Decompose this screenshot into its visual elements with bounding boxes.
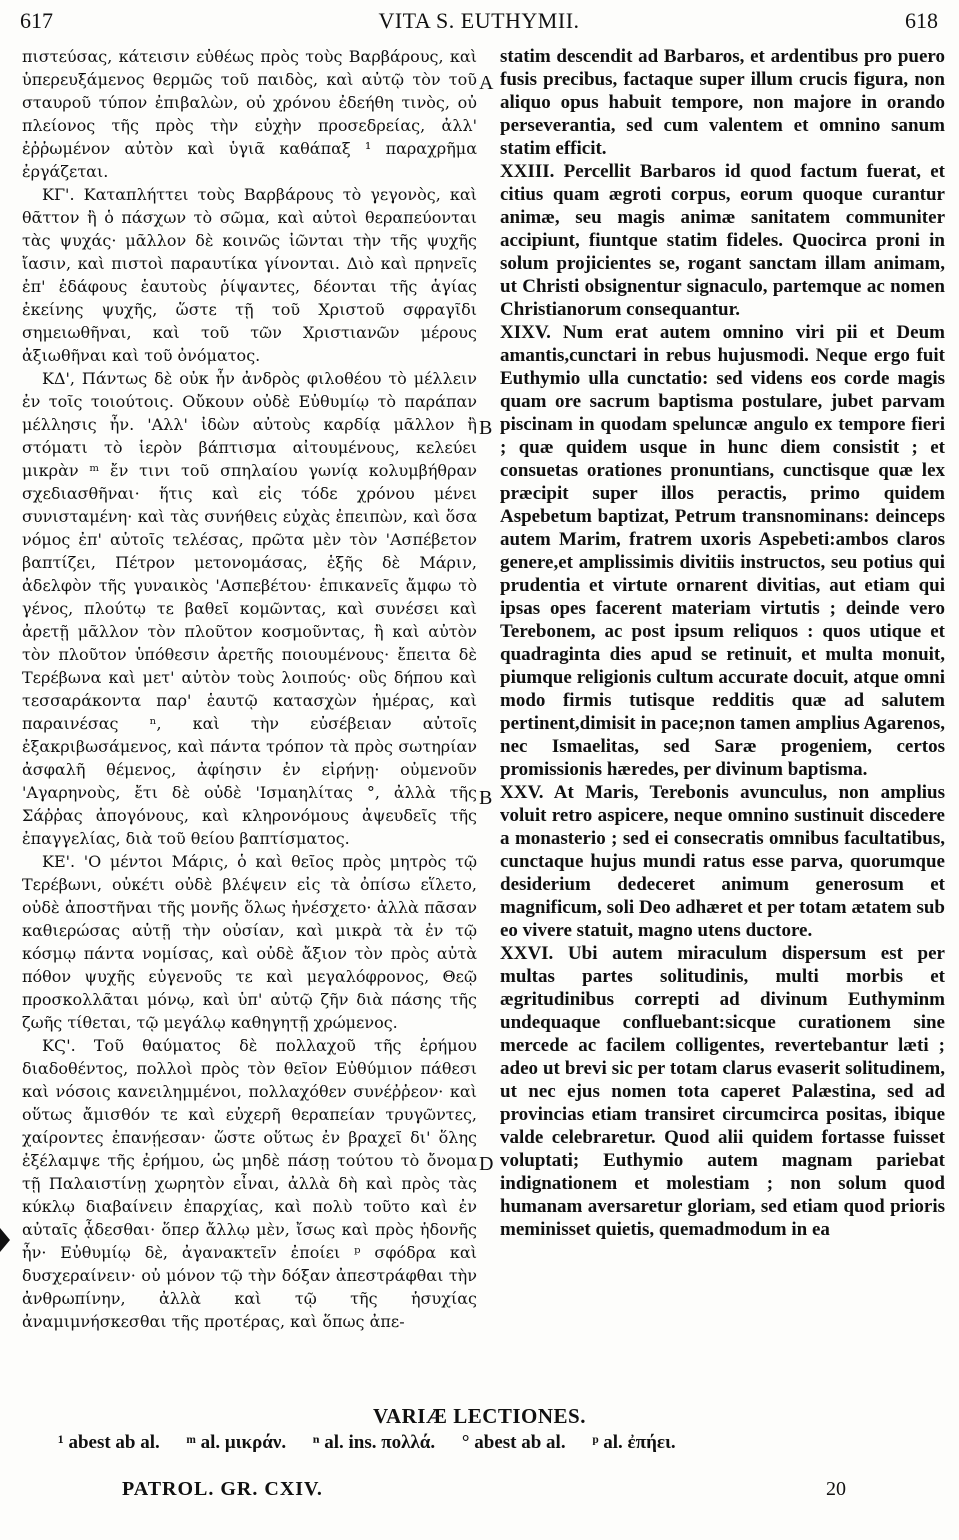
- greek-paragraph: ΚΔ', Πάντως δὲ οὐκ ἦν ἀνδρὸς φιλοθέου τὸ μέλλειν ἐν τοῖς τοιούτοις. Οὔκουν οὐδὲ Εὐθυμίῳ τὸ παράπαν μέλλησις ἦν. 'Αλλ' ἰδὼν αὐτοὺς καρδίᾳ μᾶλλον ἢ στόματι τὸ ἱερὸν βάπτισμα αἰτουμένους, κελεύει μικρὰν ᵐ ἔν τινι τοῦ σπηλαίου γωνίᾳ κολυμβήθραν σχεδιασθῆναι· ἥτις καὶ εἰς τόδε χρόνου μένει συνισταμένη· καὶ τὰς συνήθεις εὐχὰς ἐπειπὼν, καὶ ὅσα νόμος ἐπ' αὐτοῖς τελέσας, πρῶτα μὲν τὸν 'Ασπέβετον βαπτίζει, Πέτρον μετονομάσας, ἑξῆς δὲ Μάριν, ἀδελφὸν τῆς γυναικὸς 'Ασπεβέτου· ἐπικανεῖς ἄμφω τὸ γένος, πλούτῳ τε βαθεῖ κομῶντας, καὶ συνέσει καὶ ἀρετῇ μᾶλλον τὸν πλοῦτον κοσμοῦντας, ἢ καὶ αὐτὸν τὸν πλοῦτον ὑπόθεσιν ἀρετῆς ποιουμένους· ἔπειτα δὲ Τερέβωνα καὶ μετ' αὐτὸν τοὺς λοιπούς· οὓς δήπου καὶ τεσσαράκοντα παρ' ἑαυτῷ κατασχὼν ἡμέρας, καὶ παραινέσας ⁿ, καὶ τὴν εὐσέβειαν αὐτοῖς ἐξακριβωσάμενος, καὶ πάντα τρόπον τὰ πρὸς σωτηρίαν ἀσφαλῆ θέμενος, ἀφίησιν ἐν εἰρήνῃ· οὐμενοῦν 'Αγαρηνοὺς, ἔτι δὲ οὐδὲ 'Ισμαηλίτας °, ἀλλὰ τῆς Σάῤῥας ἀπογόνους, καὶ κληρονόμους ἀψευδεῖς τῆς ἐπαγγελίας, διὰ τοῦ θείου βαπτίσματος.: [22, 369, 477, 848]
- margin-arrow-mark: [0, 1228, 10, 1252]
- margin-letter: D: [479, 1153, 494, 1175]
- greek-paragraph: ΚΕ'. 'Ο μέντοι Μάρις, ὁ καὶ θεῖος πρὸς μητρὸς τῷ Τερέβωνι, οὐκέτι οὐδὲ βλέψειν εἰς τὰ ὀπίσω εἵλετο, οὐδὲ ἀποστῆναι τῆς μονῆς ὅλως ἠνέσχετο· ἀλλὰ πᾶσαν καθιερώσας αὐτῇ τὴν οὐσίαν, καὶ μικρὰ τὰ ἐν τῷ κόσμῳ πάντα νομίσας, καὶ οὐδὲ ἄξιον τὸν πρὸς αὐτὰ πόθον ψυχῆς εὐγενοῦς τε καὶ μεγαλόφρονος, Θεῷ προσκολλᾶται μόνῳ, καὶ ὑπ' αὐτῷ ζῆν διὰ πάσης τῆς ζωῆς τίθεται, τῷ μεγάλῳ καθηγητῇ χρώμενος.: [22, 852, 477, 1032]
- footnote: ¹ abest ab al.: [58, 1432, 160, 1453]
- signature-number: 20: [826, 1478, 846, 1500]
- greek-column: [22, 45, 477, 1333]
- footnote: ᵐ al. μικράν.: [186, 1432, 287, 1453]
- footnote: ⁿ al. ins. πολλά.: [312, 1432, 436, 1453]
- greek-paragraph: πιστεύσας, κάτεισιν εὐθέως πρὸς τοὺς Βαρβάρους, καὶ ὑπερευξάμενος θερμῶς τοῦ παιδὸς, καὶ αὐτῷ τὸν τοῦ σταυροῦ τύπον ἐπιβαλὼν, οὐ χρόνου ἐδεήθη τινὸς, οὐ πλείονος τῆς πρὸς τὴν εὐχὴν προσεδρείας, ἀλλ' ἐῤῥωμένον αὐτὸν καὶ ὑγιᾶ καθάπαξ ¹ παραχρῆμα ἐργάζεται.: [22, 47, 477, 181]
- page-header: [20, 8, 938, 44]
- series-reference: PATROL. GR. CXIV.: [122, 1478, 323, 1500]
- variae-lectiones-heading: VARIÆ LECTIONES.: [372, 1404, 586, 1428]
- margin-letter: A: [479, 72, 494, 94]
- latin-column: [500, 45, 945, 1241]
- footnotes: [58, 1432, 938, 1454]
- latin-paragraph: XXIII. Percellit Barbaros id quod factum fuerat, et citius quam ægroti corpus, eorum quoque curantur animæ, seu magis animæ sanitatem communiter accipiunt, fiuntque statim fideles. Quocirca proni in solum projicientes se, rogant sanctam illam animam, ut Christi obsignentur signaculo, partemque ac nomen Christianorum consequantur.: [500, 161, 945, 320]
- margin-letter: B: [479, 787, 493, 809]
- latin-paragraph: XIXV. Num erat autem omnino viri pii et Deum amantis,cunctari in rebus hujusmodi. Neque ergo fuit Euthymio ulla cunctatio: sed videns eos corde magis quam ore sacrum baptisma postulare, jubet parvam piscinam in quodam speluncæ angulo ex tempore fieri ; quæ quidem usque in hunc diem consistit ; et consuetas orationes pronuntians, cunctisque quæ lex præcipit super illos peractis, primo quidem Aspebetum baptizat, Petrum transnominans: deinceps autem Marim, fratrem uxoris Aspebeti:ambos claros genere,et amplissimis divitiis instructos, seu potius qui prudentia et virtute ornarent divitias, aut etiam qui ipsas opes facerent materiam virtutis ; deinde vero Terebonem, ac post ipsum reliquos : quos utique et quadraginta dies apud se retinuit, et multa monuit, piumque religionis cultum accurate docuit, atque omni modo firmis tutisque redditis quæ ad salutem pertinent,dimisit in pace;non tamen amplius Agarenos, nec Ismaelitas, sed Saræ progeniem, certos promissionis hæredes, per divinum baptisma.: [500, 322, 945, 780]
- margin-letter: B: [479, 417, 493, 439]
- greek-paragraph: ΚΓ'. Καταπλήττει τοὺς Βαρβάρους τὸ γεγονὸς, καὶ θᾶττον ἢ ὁ πάσχων τὸ σῶμα, καὶ αὐτοὶ θεραπεύονται τὰς ψυχάς· μᾶλλον δὲ κοινῶς ἰῶνται τὴν τῆς ψυχῆς ἴασιν, καὶ πιστοὶ παραυτίκα γίνονται. Διὸ καὶ πρηνεῖς ἐπ' ἐδάφους ἑαυτοὺς ῥίψαντες, δέονται τῆς ἁγίας ἐκείνης ψυχῆς, ὥστε τῇ τοῦ Χριστοῦ σφραγῖδι σημειωθῆναι, καὶ τοῦ τῶν Χριστιανῶν μέρους ἀξιωθῆναι καὶ τοῦ ὀνόματος.: [22, 185, 477, 365]
- latin-paragraph: statim descendit ad Barbaros, et ardentibus pro puero fusis precibus, factaque super illum crucis figura, non aliquo opus habuit tempore, non majore in orando perseverantia, sed cum valentem et omnino sanum statim efficit.: [500, 46, 945, 159]
- footnote: ᵖ al. ἐπήει.: [592, 1432, 676, 1453]
- running-title: VITA S. EUTHYMII.: [378, 8, 580, 33]
- latin-paragraph: XXV. At Maris, Terebonis avunculus, non amplius voluit retro aspicere, neque omnino sustinuit discedere a monasterio ; sed ei consecratis omnibus facultatibus, cunctaque hujus mundi ratus esse parva, quorumque desiderium dedeceret animum generosum et magnificum, soli Deo adhæret et per totam ætatem sub eo vivere statuit, magno utens ductore.: [500, 782, 945, 941]
- page-number-left: 617: [20, 8, 53, 33]
- page-number-right: 618: [905, 8, 938, 33]
- greek-paragraph: ΚϚ'. Τοῦ θαύματος δὲ πολλαχοῦ τῆς ἐρήμου διαδοθέντος, πολλοὶ πρὸς τὸν θεῖον Εὐθύμιον πάθεσι καὶ νόσοις κανειλημμένοι, πολλαχόθεν συνέῤῥεον· καὶ οὕτως ἄμισθόν τε καὶ εὐχερῆ θεραπείαν τρυγῶντες, χαίροντες ἐπανῄεσαν· ὥστε οὕτως ἐν βραχεῖ δι' ὅλης ἐξέλαμψε τῆς ἐρήμου, ὡς μηδὲ πάσῃ τούτου τὸ ὄνομα τῇ Παλαιστίνῃ χωρητὸν εἶναι, ἀλλὰ δὴ καὶ πρὸς τὰς κύκλῳ διαβαίνειν ἐπαρχίας, καὶ πολὺ τοῦτο καὶ ἐν αὐταῖς ᾆδεσθαι· ὅπερ ἄλλῳ μὲν, ἴσως καὶ πρὸς ἡδονῆς ἦν· Εὐθυμίῳ δὲ, ἀγανακτεῖν ἐποίει ᵖ σφόδρα καὶ δυσχεραίνειν· οὐ μόνον τῷ τὴν δόξαν ἀπεστράφθαι τὴν ἀνθρωπίνην, ἀλλὰ καὶ τῷ τῆς ἡσυχίας ἀναμιμνήσκεσθαι τῆς προτέρας, καὶ ὅπως ἀπε-: [22, 1036, 477, 1331]
- footnote: ° abest ab al.: [461, 1432, 566, 1453]
- latin-paragraph: XXVI. Ubi autem miraculum dispersum est per multas partes solitudinis, multi morbis et ægritudinibus correpti ad divinum Euthyminm undequaque confluebant:sicque curationem sine mercede ac facilem colligentes, revertebantur læti ; adeo ut brevi sic per totam clarus evaserit solitudinem, ut nec ejus nomen tota caperet Palæstina, sed ad provincias etiam transiret circumcirca positas, ibique valde celebraretur. Quod alii quidem fortasse fuisset voluptati; Euthymio autem magnam pariebat indignationem et molestiam ; non solum quod humanam aversaretur gloriam, sed etiam quod prioris meminisset quietis, quemadmodum in ea: [500, 943, 945, 1240]
